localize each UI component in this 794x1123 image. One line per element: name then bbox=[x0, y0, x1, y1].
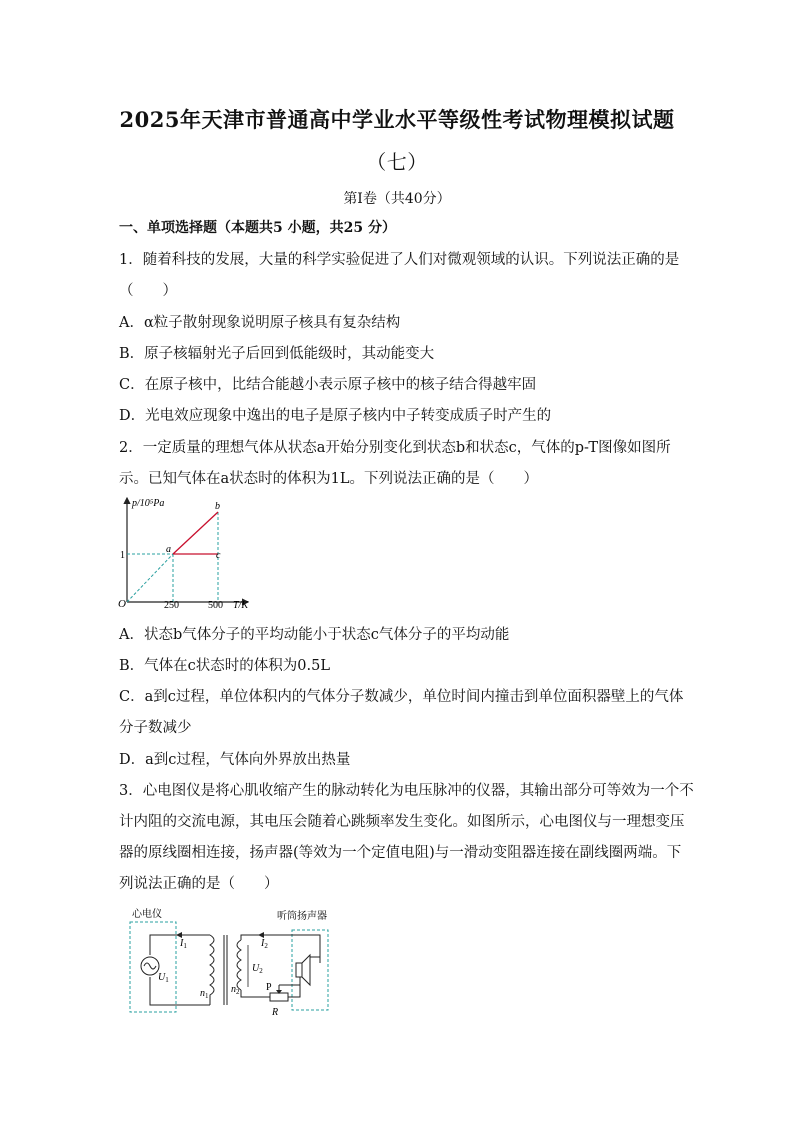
y-axis-label: p/10⁵Pa bbox=[132, 498, 165, 509]
U1-label: $U_1$ bbox=[158, 972, 169, 984]
I2-label: $I_2$ bbox=[261, 938, 268, 950]
n1-label: $n_1$ bbox=[200, 988, 209, 1000]
q3-stem-line1: 3．心电图仪是将心肌收缩产生的脉动转化为电压脉冲的仪器，其输出部分可等效为一个不 bbox=[119, 783, 694, 799]
primary-coil bbox=[210, 935, 214, 1005]
y-tick-1: 1 bbox=[120, 550, 125, 561]
point-a-label: a bbox=[166, 544, 171, 555]
ecg-label: 心电仪 bbox=[132, 909, 162, 920]
q1-option-a: A．α粒子散射现象说明原子核具有复杂结构 bbox=[119, 315, 401, 331]
x-axis-label: T/K bbox=[233, 600, 249, 611]
speaker-cone-icon bbox=[302, 955, 310, 985]
q1-stem: 1．随着科技的发展，大量的科学实验促进了人们对微观领域的认识。下列说法正确的是 bbox=[119, 252, 680, 268]
I1-label: $I_1$ bbox=[180, 938, 187, 950]
q3-stem-line4: 列说法正确的是（ ） bbox=[119, 876, 279, 892]
origin-label: O bbox=[118, 598, 126, 610]
R-label: R bbox=[272, 1007, 279, 1018]
q1-paren: （ ） bbox=[119, 283, 177, 299]
x-tick-250: 250 bbox=[164, 600, 179, 611]
q1-option-d: D．光电效应现象中逸出的电子是原子核内中子转变成质子时产生的 bbox=[119, 408, 552, 424]
q2-stem-line1: 2．一定质量的理想气体从状态a开始分别变化到状态b和状态c，气体的p-T图像如图所 bbox=[119, 440, 671, 456]
extension-origin-a bbox=[127, 554, 173, 602]
q3-stem-line2: 计内阻的交流电源，其电压会随着心跳频率发生变化。如图所示，心电图仪与一理想变压 bbox=[119, 814, 685, 830]
rheostat bbox=[270, 993, 288, 1001]
point-b-label: b bbox=[215, 501, 220, 512]
exam-title-part: （七） bbox=[366, 150, 428, 174]
q2-option-c-line2: 分子数减少 bbox=[119, 720, 192, 736]
speaker-wire bbox=[310, 957, 320, 963]
part-one-heading: 一、单项选择题（本题共5 小题，共25 分） bbox=[119, 220, 396, 236]
secondary-coil bbox=[237, 940, 241, 990]
circuit-diagram bbox=[120, 905, 350, 1020]
q2-option-b: B．气体在c状态时的体积为0.5L bbox=[119, 658, 330, 674]
point-c-label: c bbox=[216, 550, 221, 561]
exam-title: 2025年天津市普通高中学业水平等级性考试物理模拟试题 bbox=[119, 107, 675, 132]
q2-option-c-line1: C．a到c过程，单位体积内的气体分子数减少，单位时间内撞击到单位面积器壁上的气体 bbox=[119, 689, 684, 705]
pt-graph bbox=[112, 492, 262, 614]
n2-label: $n_2$ bbox=[231, 984, 240, 996]
q2-option-a: A．状态b气体分子的平均动能小于状态c气体分子的平均动能 bbox=[119, 627, 510, 643]
x-tick-500: 500 bbox=[208, 600, 223, 611]
U2-label: $U_2$ bbox=[252, 963, 263, 975]
speaker-icon bbox=[296, 963, 302, 977]
q1-option-c: C．在原子核中，比结合能越小表示原子核中的核子结合得越牢固 bbox=[119, 377, 537, 393]
q2-option-d: D．a到c过程，气体向外界放出热量 bbox=[119, 752, 351, 768]
P-label: P bbox=[266, 982, 272, 993]
speaker-box-label: 听筒扬声器 bbox=[277, 911, 327, 922]
q1-option-b: B．原子核辐射光子后回到低能级时，其动能变大 bbox=[119, 346, 435, 362]
q3-stem-line3: 器的原线圈相连接，扬声器(等效为一个定值电阻)与一滑动变阻器连接在副线圈两端。下 bbox=[119, 845, 682, 861]
process-a-b bbox=[173, 512, 218, 554]
section-header: 第Ⅰ卷（共40分） bbox=[343, 191, 451, 207]
q2-stem-line2: 示。已知气体在a状态时的体积为1L。下列说法正确的是（ ） bbox=[119, 471, 538, 487]
